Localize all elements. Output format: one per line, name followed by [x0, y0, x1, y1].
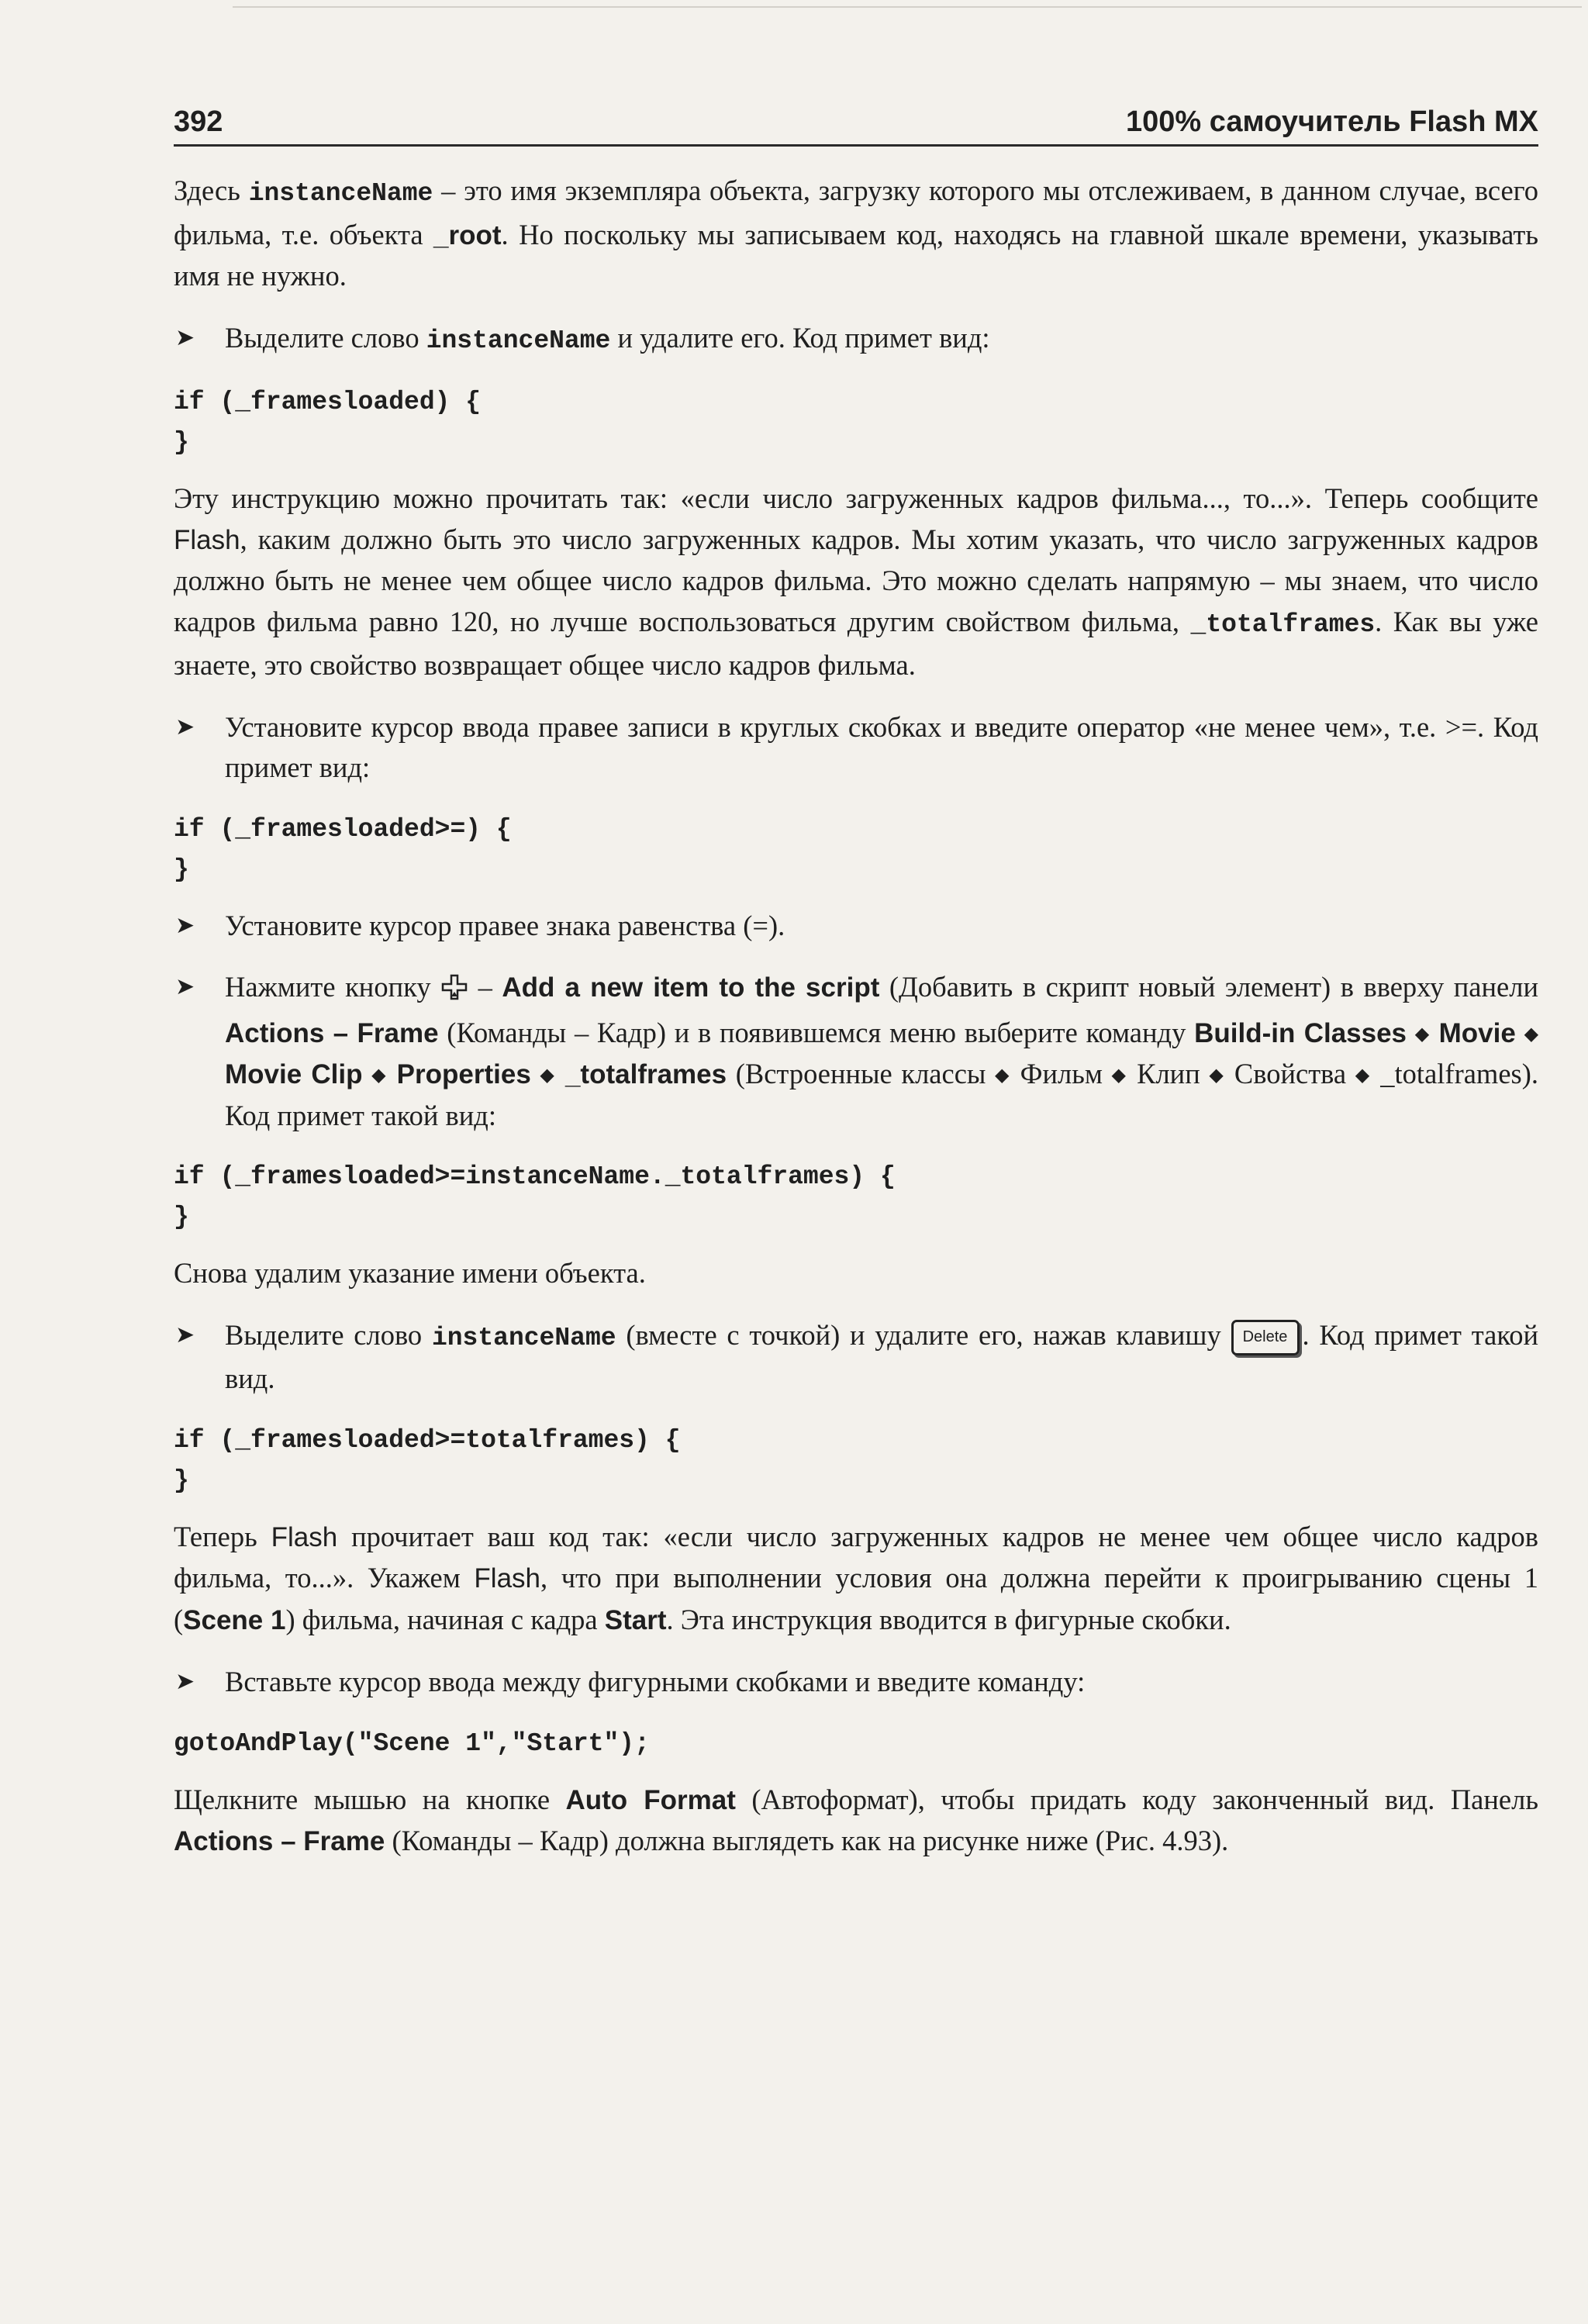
bold-term: Add a new item to the script	[502, 972, 880, 1003]
bold-term: Actions – Frame	[225, 1017, 439, 1048]
code-line: if (_framesloaded>=totalframes) {	[174, 1425, 681, 1455]
menu-path-item: Properties	[396, 1059, 531, 1089]
step-select-word: ➤ Выделите слово instanceName и удалите его. Код примет вид:	[174, 318, 1538, 362]
code-block	[174, 1724, 1538, 1764]
diamond-separator: ◆	[540, 1064, 557, 1086]
diamond-separator: ◆	[1414, 1022, 1431, 1045]
code-term: _totalframes	[1190, 609, 1376, 639]
code-term: instanceName	[426, 326, 611, 355]
code-line: if (_framesloaded>=instanceName._totalframes) {	[174, 1162, 896, 1191]
bullet-arrow-icon: ➤	[175, 323, 195, 351]
bullet-arrow-icon: ➤	[175, 1321, 195, 1348]
bullet-arrow-icon: ➤	[175, 911, 195, 939]
step-enter-operator: ➤ Установите курсор ввода правее записи в круглых скобках и введите оператор «не менее чем», т.е. >=. Код примет вид:	[174, 707, 1538, 789]
menu-path-item: Movie Clip	[225, 1059, 363, 1089]
paragraph-instance-name: Здесь instanceName – это имя экземпляра объекта, загрузку которого мы отслеживаем, в данном случае, всего фильма, т.е. объекта _root. Но поскольку мы записываем код, находясь на главной шкале времени, указывать имя не нужно.	[174, 174, 1538, 292]
paragraph-remove-name: Снова удалим указание имени объекта.	[174, 1257, 646, 1289]
diamond-separator: ◆	[995, 1064, 1011, 1086]
bullet-arrow-icon: ➤	[175, 1668, 195, 1695]
book-title: 100% самоучитель Flash MX	[1126, 105, 1538, 138]
paragraph-flash-reads: Теперь Flash прочитает ваш код так: «если число загруженных кадров не менее чем общее число кадров фильма, то...». Укажем Flash, что при выполнении условия она должна перейти к проигрыванию сцены 1 (Scene 1) фильма, начиная с кадра Start. Эта инструкция вводится в фигурные скобки.	[174, 1520, 1539, 1635]
diamond-separator: ◆	[1111, 1064, 1128, 1086]
sans-term: Flash	[474, 1563, 541, 1594]
add-item-plus-icon	[440, 972, 468, 1013]
menu-path-item: Build-in Classes	[1194, 1017, 1407, 1048]
bullet-arrow-icon: ➤	[175, 973, 195, 1000]
page-body	[174, 171, 1538, 1884]
bold-term: Start	[604, 1604, 667, 1635]
diamond-separator: ◆	[1524, 1022, 1539, 1045]
code-line: }	[174, 1466, 189, 1495]
page-number: 392	[174, 105, 223, 138]
bold-term: Scene 1	[183, 1604, 286, 1635]
step-insert-command: ➤ Вставьте курсор ввода между фигурными скобками и введите команду:	[174, 1662, 1538, 1703]
delete-key-icon: Delete	[1231, 1320, 1300, 1355]
diamond-separator: ◆	[371, 1064, 388, 1086]
bold-term: Actions – Frame	[174, 1826, 385, 1856]
paragraph-instruction-explain: Эту инструкцию можно прочитать так: «если число загруженных кадров фильма..., то...». Теперь сообщите Flash, каким должно быть это число загруженных кадров. Мы хотим указать, что число загруженных кадров должно быть не менее чем общее число кадров фильма. Это можно сделать напрямую – мы знаем, что число кадров фильма равно 120, но лучше воспользоваться другим свойством фильма, _totalframes. Как вы уже знаете, это свойство возвращает общее число кадров фильма.	[174, 482, 1538, 681]
diamond-separator: ◆	[1355, 1064, 1372, 1086]
step-delete-word: ➤ Выделите слово instanceName (вместе с точкой) и удалите его, нажав клавишу Delete . Код примет такой вид.	[174, 1315, 1538, 1400]
code-block	[174, 810, 1538, 890]
code-term: instanceName	[248, 179, 433, 208]
menu-path-item: Movie	[1438, 1017, 1516, 1048]
bold-term: _root	[433, 219, 502, 250]
bold-term: Auto Format	[565, 1784, 736, 1815]
code-line: }	[174, 428, 189, 457]
code-line: }	[174, 855, 189, 884]
scan-edge-line	[233, 6, 1582, 8]
code-line: if (_framesloaded) {	[174, 388, 482, 416]
code-block	[174, 1157, 1538, 1238]
code-block	[174, 1421, 1538, 1501]
menu-path-item: _totalframes	[564, 1059, 727, 1089]
diamond-separator: ◆	[1209, 1064, 1226, 1086]
sans-term: Flash	[271, 1521, 338, 1552]
code-line: if (_framesloaded>=) {	[174, 814, 512, 844]
code-block	[174, 382, 1538, 463]
bullet-arrow-icon: ➤	[175, 713, 195, 741]
code-line: }	[174, 1203, 189, 1231]
page-header	[174, 101, 1538, 147]
paragraph-auto-format: Щелкните мышью на кнопке Auto Format (Автоформат), чтобы придать коду законченный вид. Панель Actions – Frame (Команды – Кадр) должна выглядеть как на рисунке ниже (Рис. 4.93).	[174, 1783, 1538, 1856]
step-add-item: ➤ Нажмите кнопку – Add a new item to the script (Добавить в скрипт новый элемент) в вверху панели Actions – Frame (Команды – Кадр) и в появившемся меню выберите команду Build-in Classes ◆ Movie ◆ Movie Clip ◆ Properties ◆ _totalframes (Встроенные классы ◆ Фильм ◆ Клип ◆ Свойства ◆ _totalframes). Код примет такой вид:	[174, 967, 1538, 1136]
code-term: instanceName	[431, 1323, 616, 1352]
code-line: gotoAndPlay("Scene 1","Start");	[174, 1728, 650, 1758]
sans-term: Flash	[174, 524, 240, 555]
step-place-cursor: ➤ Установите курсор правее знака равенства (=).	[174, 906, 1538, 947]
